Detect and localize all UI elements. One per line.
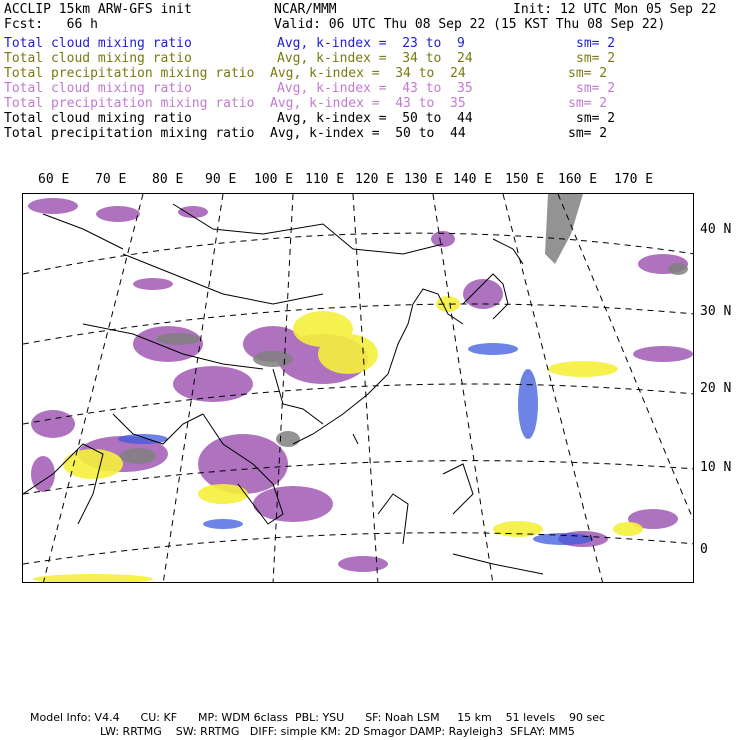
lon-label: 150 E: [505, 172, 545, 187]
legend-field: Total cloud mixing ratio: [4, 51, 192, 66]
legend-sm: sm= 2: [576, 81, 616, 96]
purple-field: [28, 198, 693, 572]
legend-avg: Avg, k-index = 43 to 35: [270, 96, 466, 111]
lon-label: 110 E: [305, 172, 345, 187]
legend-sm: sm= 2: [576, 111, 616, 126]
lat-label: 40 N: [700, 222, 732, 237]
lon-label: 70 E: [95, 172, 127, 187]
legend-avg: Avg, k-index = 34 to 24: [270, 66, 466, 81]
legend-field: Total cloud mixing ratio: [4, 81, 192, 96]
lon-label: 80 E: [152, 172, 184, 187]
lon-label: 170 E: [614, 172, 654, 187]
legend-avg: Avg, k-index = 43 to 35: [277, 81, 473, 96]
map-canvas: [23, 194, 694, 583]
forecast-hour: Fcst: 66 h: [4, 17, 98, 32]
legend-sm: sm= 2: [576, 36, 616, 51]
graticule: [23, 194, 694, 583]
model-title: ACCLIP 15km ARW-GFS init: [4, 2, 192, 17]
lon-label: 120 E: [355, 172, 395, 187]
legend-field: Total precipitation mixing ratio: [4, 96, 255, 111]
legend-avg: Avg, k-index = 23 to 9: [277, 36, 465, 51]
lon-label: 130 E: [404, 172, 444, 187]
lat-label: 0: [700, 542, 708, 557]
legend-sm: sm= 2: [568, 66, 608, 81]
legend-avg: Avg, k-index = 50 to 44: [270, 126, 466, 141]
lon-label: 100 E: [254, 172, 294, 187]
legend-field: Total precipitation mixing ratio: [4, 126, 255, 141]
map-panel: [22, 193, 694, 583]
lon-label: 140 E: [453, 172, 493, 187]
legend-sm: sm= 2: [568, 96, 608, 111]
lon-label: 160 E: [558, 172, 598, 187]
lat-label: 10 N: [700, 460, 732, 475]
legend-avg: Avg, k-index = 50 to 44: [277, 111, 473, 126]
legend-avg: Avg, k-index = 34 to 24: [277, 51, 473, 66]
legend-field: Total cloud mixing ratio: [4, 111, 192, 126]
valid-time: Valid: 06 UTC Thu 08 Sep 22 (15 KST Thu 08 Sep 22): [274, 17, 666, 32]
model-info-line2: LW: RRTMG SW: RRTMG DIFF: simple KM: 2D Smagor DAMP: Rayleigh3 SFLAY: MM5: [100, 725, 575, 738]
gray-field: [120, 194, 688, 464]
org-label: NCAR/MMM: [274, 2, 337, 17]
model-info-line1: Model Info: V4.4 CU: KF MP: WDM 6class PBL: YSU SF: Noah LSM 15 km 51 levels 90 sec: [30, 711, 606, 724]
init-time: Init: 12 UTC Mon 05 Sep 22: [513, 2, 717, 17]
legend-field: Total precipitation mixing ratio: [4, 66, 255, 81]
lon-label: 90 E: [205, 172, 237, 187]
legend-sm: sm= 2: [568, 126, 608, 141]
lat-label: 20 N: [700, 381, 732, 396]
legend-field: Total cloud mixing ratio: [4, 36, 192, 51]
lat-label: 30 N: [700, 304, 732, 319]
lon-label: 60 E: [38, 172, 70, 187]
legend-sm: sm= 2: [576, 51, 616, 66]
